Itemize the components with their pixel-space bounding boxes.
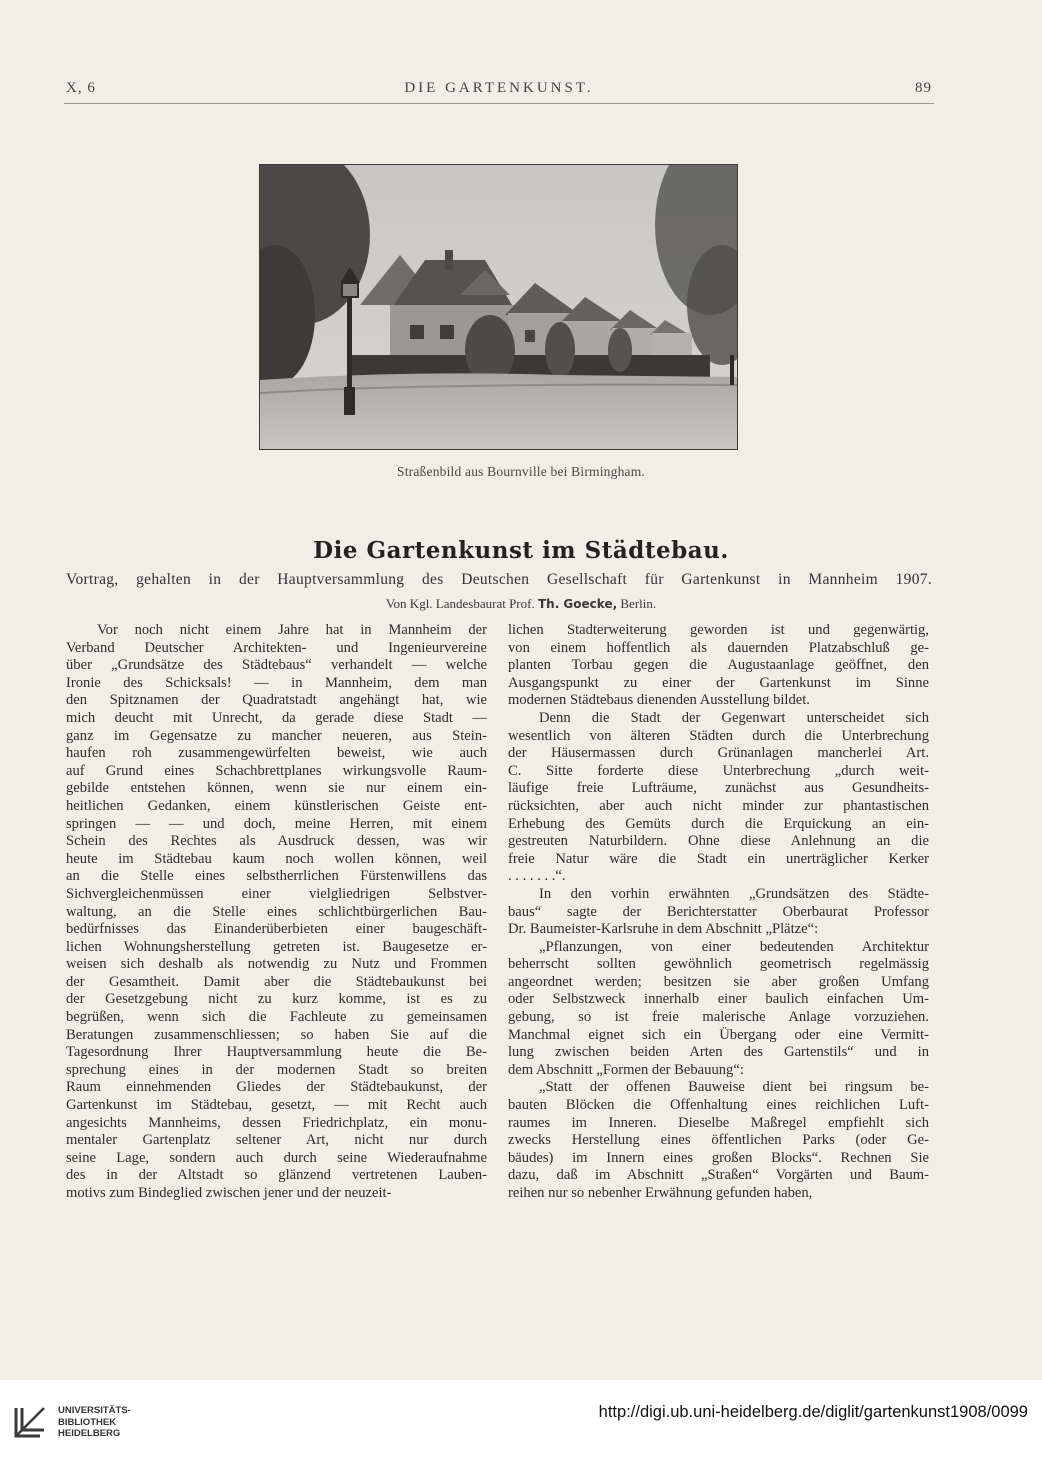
left-column: [66, 622, 487, 1203]
text-line: weisen sich deshalb als notwendig zu Nutz und Frommen: [66, 956, 487, 973]
text-line: Ironie des Schicksals! — in Mannheim, dem man: [66, 674, 487, 691]
text-line: Ausgangspunkt zu einer der Gartenkunst im Sinne: [508, 674, 929, 691]
text-line: heitlichen Gedanken, einem künstlerischen Geiste ent-: [66, 797, 487, 814]
right-column: [508, 622, 929, 1203]
text-line: von einem hoffentlich als dauernden Platzabschluß ge-: [508, 639, 929, 656]
author-name: Th. Goecke,: [537, 597, 618, 611]
text-line: auf Grund eines Schachbrettplanes wirkungsvolle Raum-: [66, 762, 487, 779]
text-line: des in der Altstadt so glänzend vertretenen Lauben-: [66, 1167, 487, 1184]
text-line: bäudes) im Innern eines großen Blocks“. Rechnen Sie: [508, 1149, 929, 1166]
text-line: bedürfnisses das Einanderüberbieten einer baugeschäft-: [66, 921, 487, 938]
text-line: bauten Blöcken die Offenhaltung eines reichlichen Luft-: [508, 1097, 929, 1114]
text-line: dazu, daß im Abschnitt „Straßen“ Vorgärten und Baum-: [508, 1167, 929, 1184]
byline: [0, 596, 1042, 612]
text-line: baus“ sagte der Berichterstatter Oberbaurat Professor: [508, 903, 929, 920]
text-line: lung zwischen beiden Arten des Gartenstils“ und in: [508, 1044, 929, 1061]
text-line: oder Selbstzweck innerhalb einer baulich einfachen Um-: [508, 991, 929, 1008]
library-name-line: HEIDELBERG: [58, 1428, 121, 1439]
text-line: . . . . . . .“.: [508, 868, 566, 885]
text-line: „Pflanzungen, von einer bedeutenden Architektur: [539, 938, 929, 955]
page-number: 89: [915, 80, 932, 96]
text-line: Erhebung des Gemüts durch die Erquickung an ein-: [508, 815, 929, 832]
text-line: „Statt der offenen Bauweise dient bei ringsum be-: [539, 1079, 929, 1096]
text-line: springen — — und doch, meine Herren, mit einem: [66, 815, 487, 832]
library-name-line: UNIVERSITÄTS-: [58, 1405, 131, 1416]
text-line: sprechung eines in der modernen Stadt so breiten: [66, 1061, 487, 1078]
text-line: modernen Städtebaus dienenden Ausstellung bildet.: [508, 692, 810, 709]
text-line: dem Abschnitt „Formen der Bebauung“:: [508, 1061, 744, 1078]
footer: [0, 1380, 1042, 1461]
text-line: zwecks Herstellung eines öffentlichen Parks (oder Ge-: [508, 1132, 929, 1149]
text-line: gestreuten Naturbildern. Ohne diese Anlehnung an die: [508, 833, 929, 850]
text-line: beherrscht sollten gewöhnlich geometrisch regelmässig: [508, 956, 929, 973]
source-url[interactable]: http://digi.ub.uni-heidelberg.de/diglit/gartenkunst1908/0099: [598, 1403, 1028, 1421]
text-line: der Gesamtheit. Damit aber die Städtebaukunst bei: [66, 973, 487, 990]
text-line: C. Sitte forderte diese Unterbrechung „durch weit-: [508, 762, 929, 779]
text-line: freie Natur wäre die Stadt ein unerträglicher Kerker: [508, 850, 929, 867]
text-line: der Gesetzgebung nicht zu kurz komme, ist es zu: [66, 991, 487, 1008]
text-line: reihen nur so nebenher Erwähnung gefunden haben,: [508, 1185, 813, 1201]
volume-number: X, 6: [66, 80, 96, 96]
text-line: planten Torbau gegen die Augustaanlage geöffnet, den: [508, 657, 929, 674]
text-line: gebilde entstehen können, wenn sie nur einem ein-: [66, 780, 487, 797]
text-line: Vor noch nicht einem Jahre hat in Mannheim der: [97, 622, 487, 638]
text-line: mich deucht mit Unrecht, da gerade diese Stadt —: [66, 709, 487, 726]
text-line: In den vorhin erwähnten „Grundsätzen des Städte-: [539, 885, 929, 902]
text-line: lichen Stadterweiterung geworden ist und gegenwärtig,: [508, 622, 929, 638]
text-line: angesichts Mannheims, dessen Friedrichplatz, ein monu-: [66, 1114, 487, 1131]
text-line: haufen roh zusammengewürfelten beweist, wie auch: [66, 745, 487, 762]
library-name: [58, 1405, 131, 1440]
photo-illustration: [260, 165, 737, 449]
text-line: angeordnet werden; besitzen sie aber großen Umfang: [508, 973, 929, 990]
text-line: gebung, so ist freie malerische Anlage vorzuziehen.: [508, 1009, 929, 1026]
text-line: raumes im Inneren. Dieselbe Maßregel empfiehlt sich: [508, 1114, 929, 1131]
text-line: Gartenkunst im Städtebau, gesetzt, — mit Recht auch: [66, 1097, 487, 1114]
text-line: Dr. Baumeister-Karlsruhe in dem Abschnitt „Plätze“:: [508, 921, 819, 938]
header-rule: [64, 103, 934, 104]
text-line: rücksichten, aber auch nicht minder zur phantastischen: [508, 797, 929, 814]
street-photo: [259, 164, 738, 450]
text-line: motivs zum Bindeglied zwischen jener und der neuzeit-: [66, 1185, 392, 1201]
text-line: den Spitznamen der Quadratstadt angehängt hat, wie: [66, 692, 487, 709]
text-line: Beratungen zusammenschliessen; so haben Sie auf die: [66, 1026, 487, 1043]
text-line: mentaler Gartenplatz seltener Art, nicht nur durch: [66, 1132, 487, 1149]
figure-caption: Straßenbild aus Bournville bei Birmingham.: [397, 464, 645, 479]
byline-prefix: Von Kgl. Landesbaurat Prof.: [385, 596, 535, 611]
article-title: Die Gartenkunst im Städtebau.: [313, 537, 729, 564]
article-subtitle: Vortrag, gehalten in der Hauptversammlung des Deutschen Gesellschaft für Gartenkunst in Mannheim 1907.: [66, 571, 932, 588]
text-line: Sichvergleichenmüssen einer vielgliedrigen Selbstver-: [66, 885, 487, 902]
library-name-line: BIBLIOTHEK: [58, 1416, 117, 1428]
text-line: Manchmal eignet sich ein Übergang oder eine Vermitt-: [508, 1026, 929, 1043]
running-head: [66, 80, 932, 100]
text-line: lichen Wohnungsherstellung getreten ist. Baugesetze er-: [66, 938, 487, 955]
text-line: begrüßen, wenn sich die Fachleute zu gemeinsamen: [66, 1009, 487, 1026]
text-line: Tagesordnung Ihrer Hauptversammlung heute die Be-: [66, 1044, 487, 1061]
text-line: Schein des Rechtes als Ausdruck dessen, was wir: [66, 833, 487, 850]
text-line: seine Lage, sondern auch durch seine Wiederaufnahme: [66, 1149, 487, 1166]
text-line: läufige freie Lufträume, zunächst aus Gesundheits-: [508, 780, 929, 797]
text-line: Verband Deutscher Architekten- und Ingenieurvereine: [66, 639, 487, 656]
text-line: über „Grundsätze des Städtebaus“ verhandelt — welche: [66, 657, 487, 674]
text-line: Raum einnehmenden Gliedes der Städtebaukunst, der: [66, 1079, 487, 1096]
text-line: ganz im Gegensatze zu mancher neueren, aus Stein-: [66, 727, 487, 744]
text-line: waltung, an die Stelle eines schlichtbürgerlichen Bau-: [66, 903, 487, 920]
text-line: wesentlich von älteren Städten durch die Unterbrechung: [508, 727, 929, 744]
library-logo-icon: [12, 1404, 48, 1440]
byline-suffix: Berlin.: [620, 596, 657, 611]
journal-title: DIE GARTENKUNST.: [404, 80, 594, 96]
text-line: heute im Städtebau kaum noch wollen können, weil: [66, 850, 487, 867]
text-line: an die Stelle eines selbstherrlichen Fürstenwillens das: [66, 868, 487, 885]
text-line: Denn die Stadt der Gegenwart unterscheidet sich: [539, 709, 929, 726]
text-line: der Häusermassen durch Grünanlagen mancherlei Art.: [508, 745, 929, 762]
